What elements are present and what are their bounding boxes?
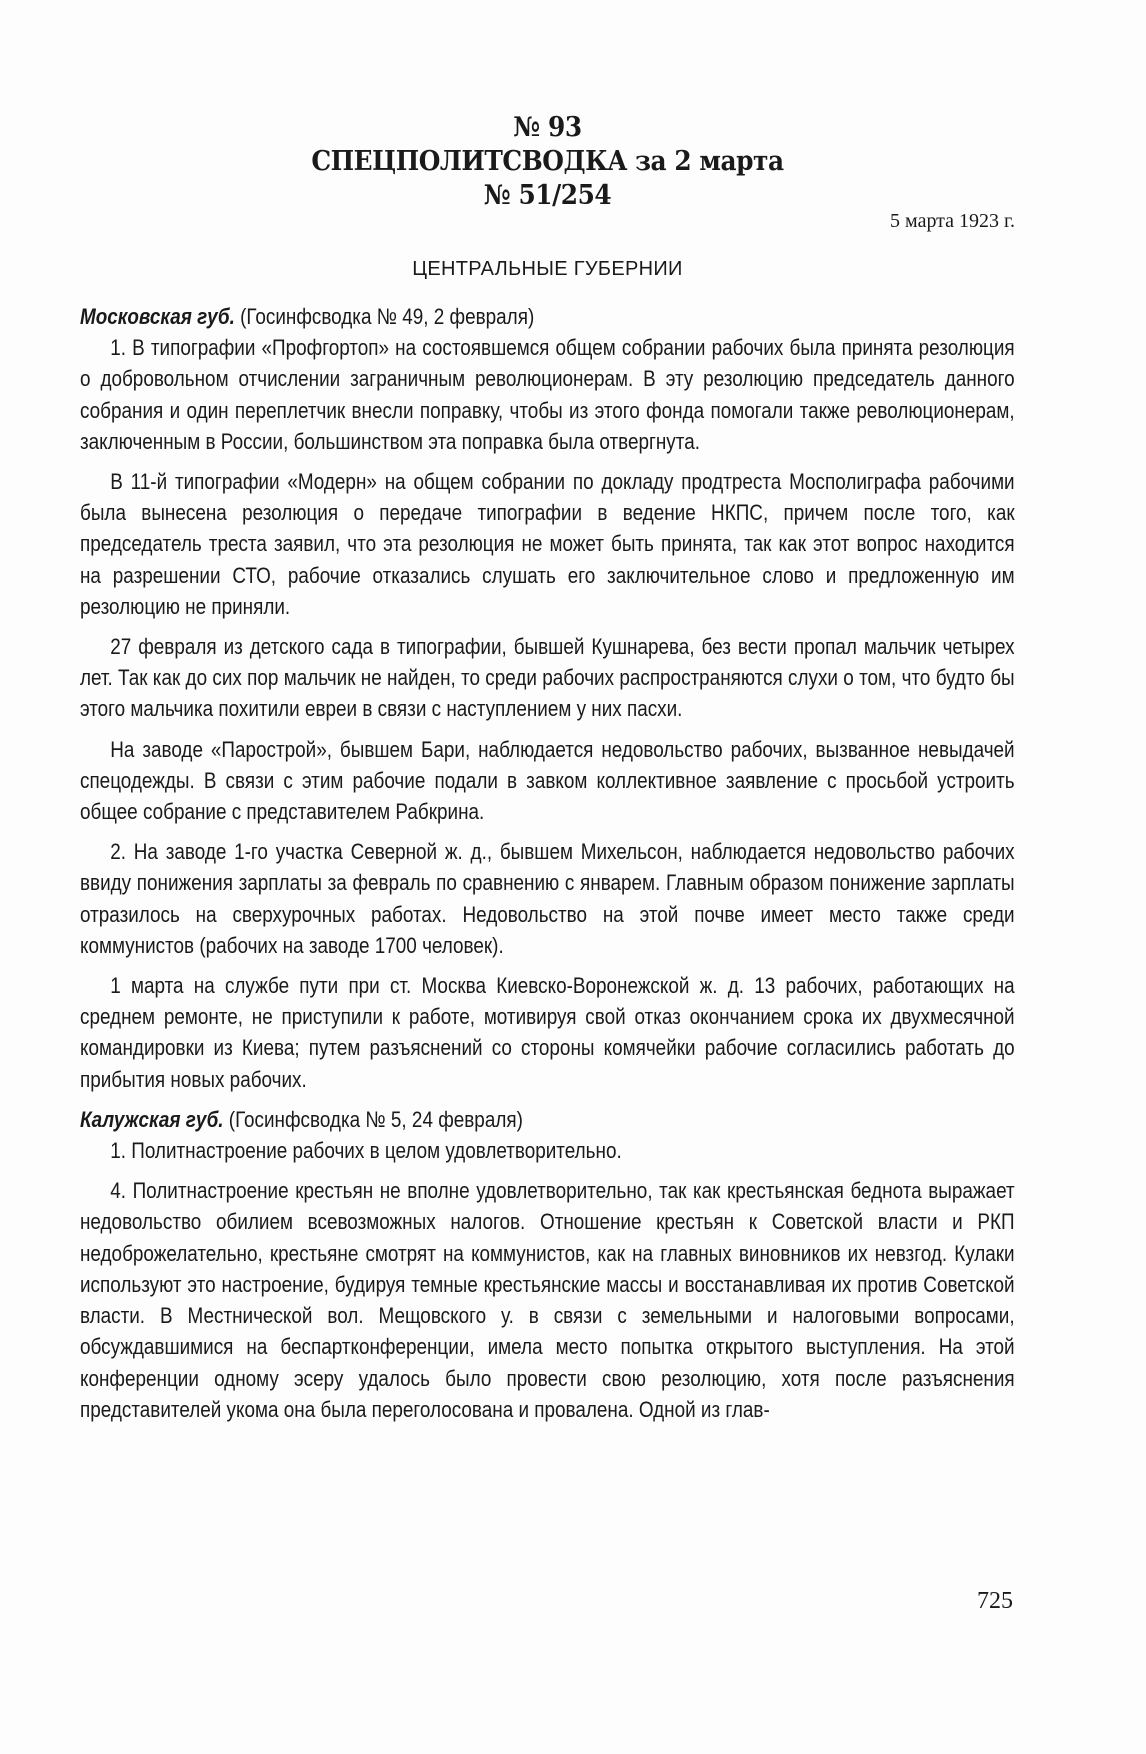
document-date: 5 марта 1923 г. [890, 210, 1015, 232]
body-column [80, 301, 1015, 1425]
paragraph: На заводе «Парострой», бывшем Бари, наблюдается недовольство рабочих, вызванное невыдачей спецодежды. В связи с этим рабочие подали в завком коллективное заявление с просьбой устроить общее собрание с представителем Рабкрина. [80, 736, 1015, 825]
region-source: (Госинфсводка № 5, 24 февраля) [223, 1106, 523, 1132]
paragraph: 1. В типографии «Профгортоп» на состоявшемся общем собрании рабочих была принята резолюция о добровольном отчислении заграничным революционерам. В эту резолюцию председатель данного собрания и один переплетчик внесли поправку, чтобы из этого фонда помогали также революционерам, заключенным в России, большинством эта поправка была отвергнута. [80, 335, 1015, 454]
region-heading-kaluga [80, 1104, 1015, 1135]
paragraph: 1 марта на службе пути при ст. Москва Киевско-Воронежской ж. д. 13 рабочих, работающих на среднем ремонте, не приступили к работе, мотивируя свой отказ окончанием срока их двухмесячной командировки из Киева; путем разъяснений со стороны комячейки рабочие согласились работать до прибытия новых рабочих. [80, 973, 1015, 1092]
page-number: 725 [977, 1588, 1013, 1614]
region-heading-moscow [80, 301, 1015, 332]
section-title: ЦЕНТРАЛЬНЫЕ ГУБЕРНИИ [412, 258, 683, 280]
region-name: Московская губ. [80, 304, 235, 329]
document-number: № 93 [513, 112, 582, 143]
paragraph: 4. Политнастроение крестьян не вполне удовлетворительно, так как крестьянская беднота выражает недовольство обилием всевозможных налогов. Отношение крестьян к Советской власти и РКП недоброжелательно, крестьяне смотрят на коммунистов, как на главных виновников их невзгод. Кулаки используют это настроение, будируя темные крестьянские массы и восстанавливая их против Советской власти. В Местнической вол. Мещовского у. в связи с земельными и налоговыми вопросами, обсуждавшимися на беспартконференции, имела место попытка открытого выступления. На этой конференции одному эсеру удалось было провести свою резолюцию, хотя после разъяснения представителей укома она была переголосована и провалена. Одной из глав- [80, 1178, 1015, 1422]
document-body [80, 301, 1015, 1425]
paragraph: 1. Политнастроение рабочих в целом удовлетворительно. [110, 1138, 622, 1164]
document-sub-number: № 51/254 [483, 180, 612, 211]
paragraph: 2. На заводе 1-го участка Северной ж. д., бывшем Михельсон, наблюдается недовольство рабочих ввиду понижения зарплаты за февраль по сравнению с январем. Главным образом понижение зарплаты отразилось на сверхурочных работах. Недовольство на этой почве имеет место также среди коммунистов (рабочих на заводе 1700 человек). [80, 839, 1015, 958]
document-page [80, 0, 1015, 1754]
paragraph: 27 февраля из детского сада в типографии, бывшей Кушнарева, без вести пропал мальчик четырех лет. Так как до сих пор мальчик не найден, то среди рабочих распространяются слухи о том, что будто бы этого мальчика похитили евреи в связи с наступлением у них пасхи. [80, 634, 1015, 722]
document-title: СПЕЦПОЛИТСВОДКА за 2 марта [311, 146, 784, 177]
region-name: Калужская губ. [80, 1106, 224, 1132]
region-source: (Госинфсводка № 49, 2 февраля) [234, 304, 535, 329]
paragraph: В 11-й типографии «Модерн» на общем собрании по докладу продтреста Мосполиграфа рабочими была вынесена резолюция о передаче типографии в ведение НКПС, причем после того, как председатель треста заявил, что эта резолюция не может быть принята, так как этот вопрос находится на разрешении СТО, рабочие отказались слушать его заключительное слово и предложенную им резолюцию не приняли. [80, 469, 1015, 619]
